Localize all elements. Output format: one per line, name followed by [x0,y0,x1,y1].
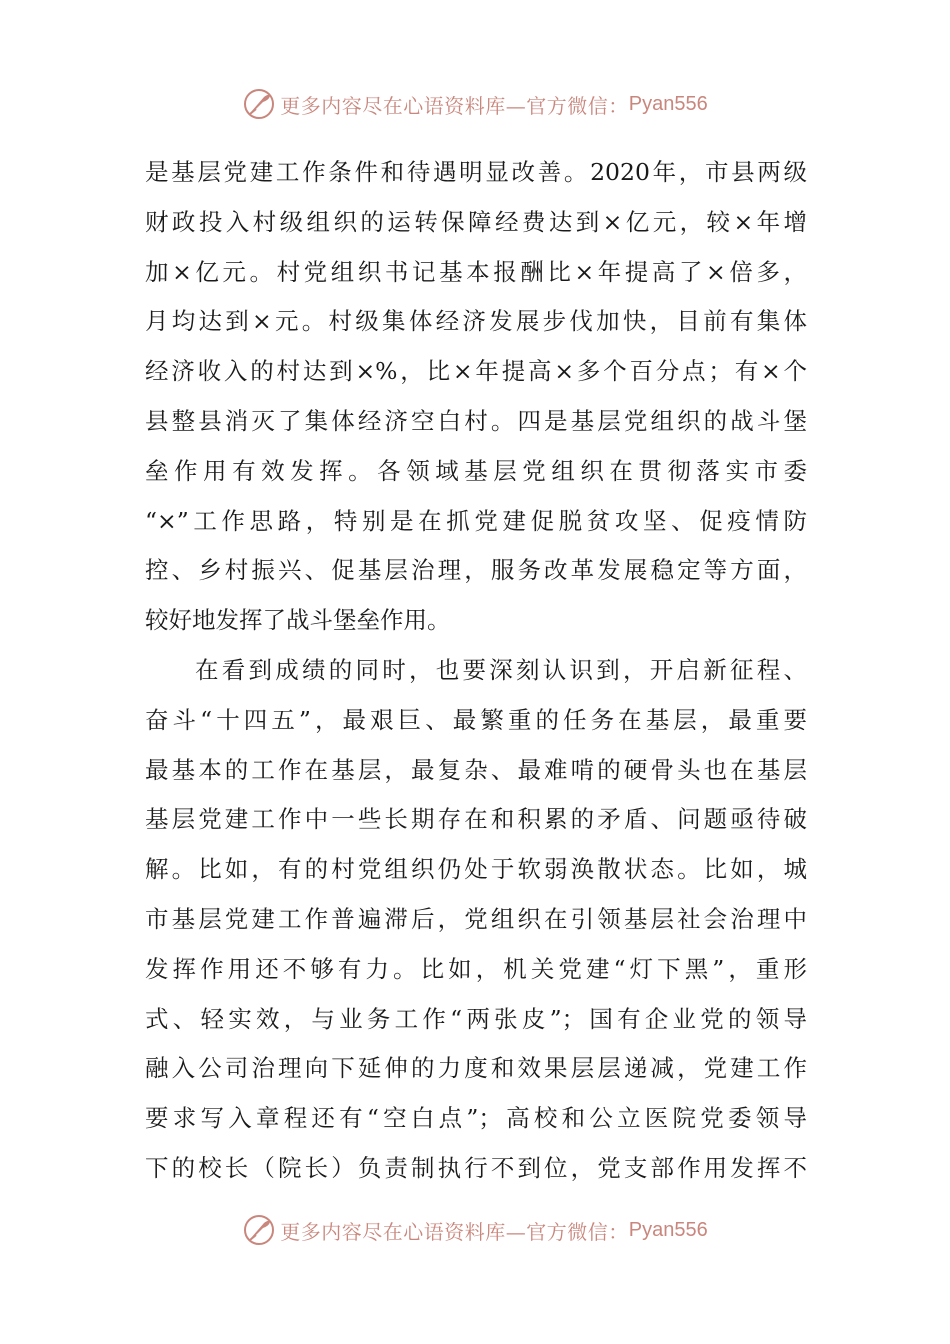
footer-watermark [0,1210,950,1250]
text-line: 市基层党建工作普遍滞后，党组织在引领基层社会治理中 [145,904,807,933]
text-line: 较好地发挥了战斗堡垒作用。 [145,606,451,635]
text-line: “×”工作思路，特别是在抓党建促脱贫攻坚、促疫情防 [145,506,807,535]
document-body [145,148,807,1194]
text-line: 在看到成绩的同时，也要深刻认识到，开启新征程、 [195,655,807,684]
text-line: 加×亿元。村党组织书记基本报酬比×年提高了×倍多， [145,257,807,286]
text-line: 发挥作用还不够有力。比如，机关党建“灯下黑”，重形 [145,954,807,983]
text-line: 融入公司治理向下延伸的力度和效果层层递减，党建工作 [145,1054,807,1083]
text-line: 奋斗“十四五”，最艰巨、最繁重的任务在基层，最重要 [145,705,807,734]
text-line: 最基本的工作在基层，最复杂、最难啃的硬骨头也在基层 [145,755,807,784]
header-watermark-text: 更多内容尽在心语资料库—官方微信： [280,93,629,118]
text-line: 控、乡村振兴、促基层治理，服务改革发展稳定等方面， [145,556,807,585]
quill-logo-icon [242,1213,276,1247]
text-line: 垒作用有效发挥。各领域基层党组织在贯彻落实市委 [145,456,807,485]
footer-watermark-text: 更多内容尽在心语资料库—官方微信： [280,1219,629,1244]
text-line: 县整县消灭了集体经济空白村。四是基层党组织的战斗堡 [145,406,807,435]
text-line: 经济收入的村达到×%，比×年提高×多个百分点；有×个 [145,357,807,386]
text-line: 式、轻实效，与业务工作“两张皮”；国有企业党的领导 [145,1004,807,1033]
text-line: 要求写入章程还有“空白点”；高校和公立医院党委领导 [145,1104,807,1133]
header-watermark-id: Pyan556 [628,92,708,115]
header-watermark [0,84,950,124]
text-line: 是基层党建工作条件和待遇明显改善。2020年，市县两级 [145,158,807,186]
text-line: 基层党建工作中一些长期存在和积累的矛盾、问题亟待破 [145,805,807,834]
footer-watermark-id: Pyan556 [628,1218,708,1241]
quill-logo-icon [242,87,276,121]
text-line: 月均达到×元。村级集体经济发展步伐加快，目前有集体 [145,307,807,336]
text-line: 解。比如，有的村党组织仍处于软弱涣散状态。比如，城 [145,855,807,884]
text-line: 财政投入村级组织的运转保障经费达到×亿元，较×年增 [145,207,807,236]
text-line: 下的校长（院长）负责制执行不到位，党支部作用发挥不 [145,1153,807,1182]
